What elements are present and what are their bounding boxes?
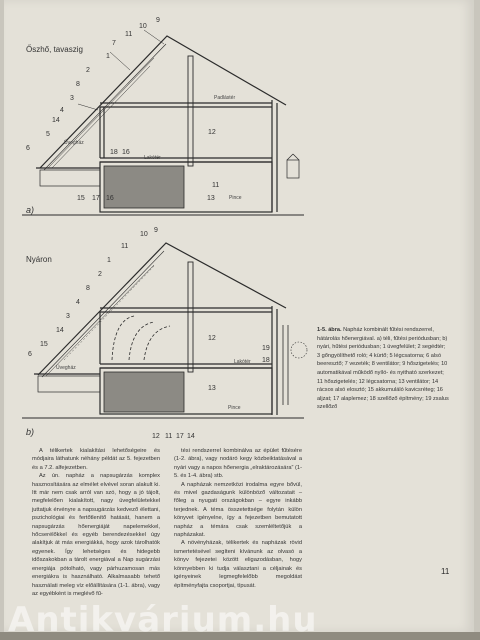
callout-4a: 4 (60, 107, 64, 114)
panel-b-drawing (22, 243, 307, 418)
callout-19: 19 (262, 345, 270, 352)
body-column-left (32, 447, 160, 598)
callout-18b: 18 (262, 357, 270, 364)
callout-15a: 15 (77, 195, 85, 202)
callout-16a: 16 (122, 149, 130, 156)
callout-12b: 12 (208, 335, 216, 342)
room-middle-a: Lakótér (144, 155, 161, 161)
callout-11c: 11 (121, 243, 129, 250)
callout-16b: 16 (106, 195, 114, 202)
panel-b-label: b) (26, 427, 35, 437)
callout-15b: 15 (40, 341, 48, 348)
room-store-b: Pince (228, 405, 241, 411)
room-glass-a: Üvegház (64, 140, 84, 146)
callout-8b: 8 (86, 285, 90, 292)
callout-6b: 6 (28, 351, 32, 358)
callout-7a: 7 (112, 40, 116, 47)
callout-13a: 13 (207, 195, 215, 202)
callout-9b: 9 (154, 227, 158, 234)
panel-a-season: Őszhő, tavaszig (26, 45, 83, 54)
caption-text: Napház kombinált fűtési rendszerrel, hátárolás hőenergiával. a) téli, fűtési periódusban; b) nyári, hűtési periódusban; 1 üvegfelület; 2 segédtér; 3 gőngyölíthető roló; 4 kürtő; 5 légcsatorna; 6 alsó beeresztő; 7 vezeték; 8 ventilátor; 9 hőszigetelés; 10 automatikával működő nyíló- és nyitható szerkezet; 11 hőszigetelés; 12 légcsatorna; 13 ventilátor; 14 rácsos alsó elosztó; 15 akkumuláló kavicsréteg; 16 aljzat; 17 alaplemez; 18 szellőző építmény; 19 zsalus szellőző (317, 327, 449, 411)
callout-13b: 13 (208, 385, 216, 392)
callout-18a: 18 (110, 149, 118, 156)
callout-10a: 10 (139, 23, 147, 30)
callout-17a: 17 (92, 195, 100, 202)
callout-17b: 17 (176, 433, 184, 440)
page-number: 11 (441, 567, 450, 576)
callout-14c: 14 (187, 433, 195, 440)
callout-1a: 1 (106, 53, 110, 60)
panel-b-season: Nyáron (26, 255, 52, 264)
callout-2b: 2 (98, 271, 102, 278)
callout-14a: 14 (52, 117, 60, 124)
room-middle-b: Lakótér (234, 359, 251, 365)
body-column-right (174, 447, 302, 590)
callout-8a: 8 (76, 81, 80, 88)
callout-10b: 10 (140, 231, 148, 238)
callout-3a: 3 (70, 95, 74, 102)
panel-a-drawing (22, 30, 304, 215)
room-glass-b: Üvegház (56, 365, 76, 371)
paragraph: A növényházak, télikertek és napházak rövid ismertetésével segíteni kívánunk az olvasó a könyv fejezetei között eligazodásban, hogy könnyebben ki tudja választani a céljainak és igényeinek legmegfelelőbb megoldást építményfajta csoportjai, típusát. (174, 540, 302, 589)
paragraph: tési rendszerrel kombinálva az épület fűtésére (1-2. ábra), vagy nodáró kegy közbeiktatásával a nyári vagy a napos hőenergia „elraktározására” (1-5. és 1-4. ábra) stb. (174, 448, 302, 480)
paragraph: Az ún. napház a napsugárzás komplex hasznosítására az elmélet elvével soran alakult ki. Itt már nem csak arról van szó, hogy a jó tájolt, megfelelően kialakított, nagy üvegfelületekkel juttatjuk érvényre a napsugárzás kedvező élettani, pszichológiai és fertőtlenítő hatását, hanem a napsugárzás hőenergiáját napelemekkel, hőcserélőkkel és egyéb berendezésekkel úgy alakítjuk át más energiákká, hogy azok tárolhatók egyenek. Így lehetséges és hidegebb időszakokban a tárolt energiával a Nap sugárzási energiája pótolható, vagy párhuzamosan más energiákra is használható. Alkalmasabb tehető használati meleg víz előállítására (1-1. ábra), vagy az egyébként is meglévő fű- (32, 473, 160, 597)
callout-6a: 6 (26, 145, 30, 152)
callout-11a: 11 (125, 31, 133, 38)
book-page (4, 0, 474, 632)
room-store-a: Pince (229, 195, 242, 201)
callout-2a: 2 (86, 67, 90, 74)
callout-1b: 1 (107, 257, 111, 264)
paragraph: A télikertek kialakítási lehetőségeire és módjaira láthatunk néhány példát az 5. fejezetben és a 7.2. alfejezetben. (32, 448, 160, 471)
callout-12c: 12 (152, 433, 160, 440)
panel-a-label: a) (26, 205, 35, 215)
paragraph: A napházak nemzetközi irodalma egyre bővül, és mivel gazdaságunk különböző változatait – főleg a nyugati országokban – egyre inkább terjednek. A téma összetettsége folytán külön könyvet igényelne, így a fejezetben bemutatott napház a témára csak szemléltetőjük a napházakat. (174, 481, 302, 539)
callout-12a: 12 (208, 129, 216, 136)
figure-caption (317, 326, 449, 412)
callout-3b: 3 (66, 313, 70, 320)
callout-5a: 5 (46, 131, 50, 138)
callout-11d: 11 (165, 433, 173, 440)
callout-11b: 11 (212, 182, 220, 189)
callout-14b: 14 (56, 327, 64, 334)
caption-title: 1-5. ábra. (317, 327, 342, 333)
callout-9a: 9 (156, 17, 160, 24)
room-upper-a: Padlástér (214, 95, 236, 101)
watermark: Antikvárium.hu (8, 600, 318, 640)
callout-4b: 4 (76, 299, 80, 306)
